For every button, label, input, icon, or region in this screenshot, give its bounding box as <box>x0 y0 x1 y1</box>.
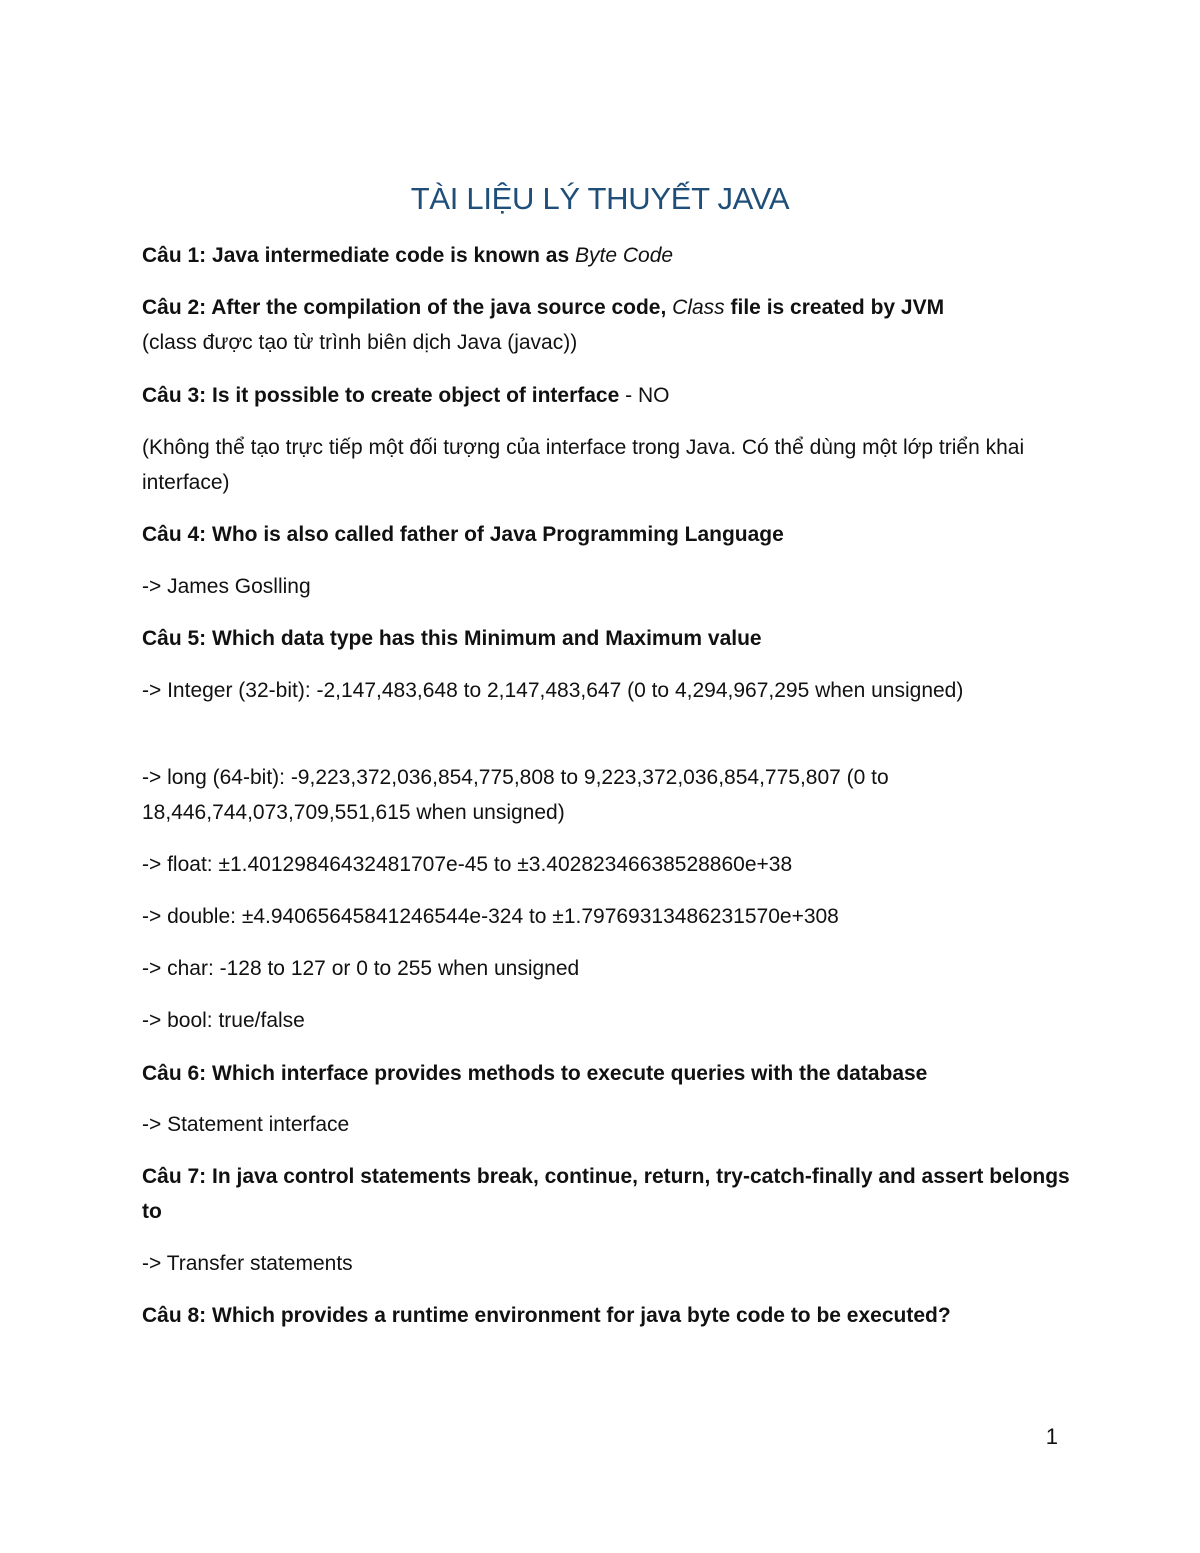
answer-bool: -> bool: true/false <box>142 1009 305 1032</box>
answer-double: -> double: ±4.94065645841246544e-324 to ±1.79769313486231570e+308 <box>142 905 839 928</box>
document-title: TÀI LIỆU LÝ THUYẾT JAVA <box>410 181 790 216</box>
question-5: Câu 5: Which data type has this Minimum and Maximum value <box>142 627 762 650</box>
question-7-answer: -> Transfer statements <box>142 1252 353 1275</box>
question-7: Câu 7: In java control statements break, continue, return, try-catch-finally and assert belongs to <box>142 1165 1070 1223</box>
question-2 <box>142 290 1072 325</box>
question-1-label: Câu 1: Java intermediate code is known as <box>142 244 575 267</box>
question-4-answer: -> James Goslling <box>142 575 311 598</box>
question-8: Câu 8: Which provides a runtime environment for java byte code to be executed? <box>142 1304 951 1327</box>
question-3-note: (Không thể tạo trực tiếp một đối tượng của interface trong Java. Có thể dùng một lớp triển khai interface) <box>142 436 1025 494</box>
question-2-label-b: file is created by JVM <box>724 296 945 319</box>
question-3-answer: - NO <box>619 384 670 407</box>
question-2-emphasis: Class <box>672 296 725 319</box>
question-2-note: (class được tạo từ trình biên dịch Java (javac)) <box>142 331 578 354</box>
question-4: Câu 4: Who is also called father of Java Programming Language <box>142 523 784 546</box>
question-2-label-a: Câu 2: After the compilation of the java source code, <box>142 296 673 319</box>
question-6-answer: -> Statement interface <box>142 1113 350 1136</box>
question-6: Câu 6: Which interface provides methods to execute queries with the database <box>142 1062 928 1085</box>
page-number: 1 <box>1045 1424 1058 1449</box>
answer-long: -> long (64-bit): -9,223,372,036,854,775,808 to 9,223,372,036,854,775,807 (0 to 18,446,744,073,709,551,615 when unsigned) <box>142 766 889 824</box>
answer-float: -> float: ±1.40129846432481707e-45 to ±3.40282346638528860e+38 <box>142 853 793 876</box>
question-1-answer: Byte Code <box>575 244 674 267</box>
question-3-label: Câu 3: Is it possible to create object of interface <box>142 384 620 407</box>
question-1 <box>142 238 1072 273</box>
answer-char: -> char: -128 to 127 or 0 to 255 when unsigned <box>142 957 580 980</box>
answer-integer: -> Integer (32-bit): -2,147,483,648 to 2,147,483,647 (0 to 4,294,967,295 when unsigned) <box>142 679 964 702</box>
question-3 <box>142 378 1072 413</box>
